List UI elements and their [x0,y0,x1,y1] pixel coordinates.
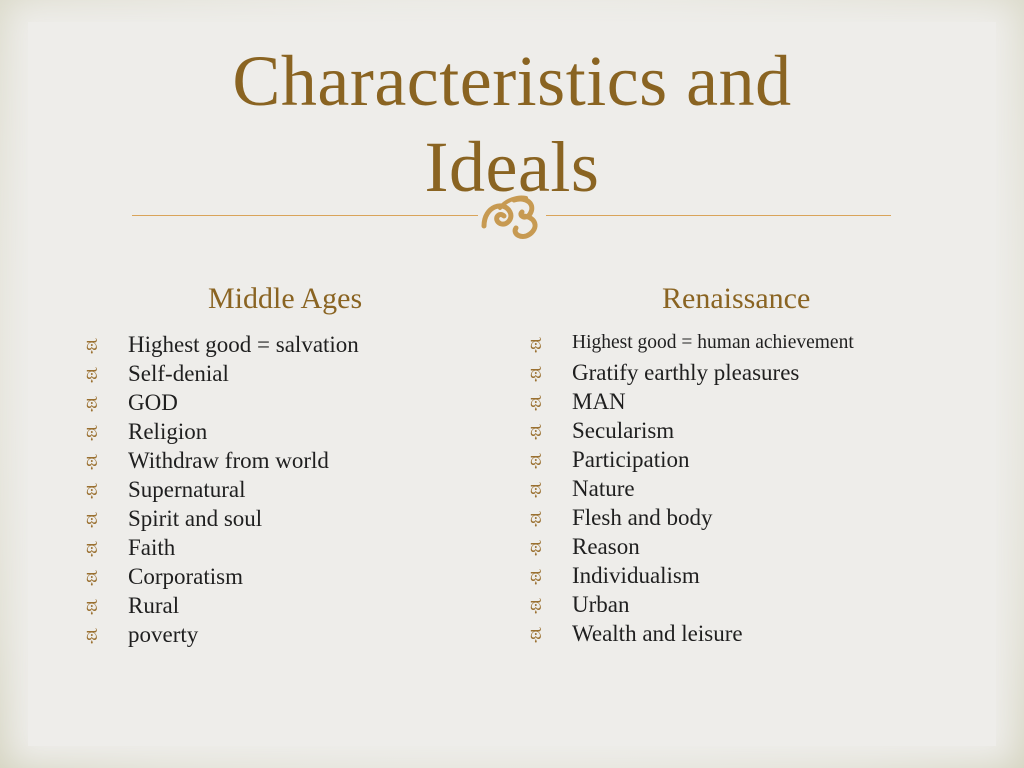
list-item: ಥ Nature [530,476,635,501]
scroll-bullet-icon: ಥ [530,623,542,643]
title-divider-left [132,215,478,216]
list-item: ಥ Withdraw from world [86,448,329,473]
list-item: ಥ Urban [530,592,630,617]
scroll-bullet-icon: ಥ [530,420,542,440]
list-item: ಥ Faith [86,535,176,560]
scroll-bullet-icon: ಥ [86,508,98,528]
middle-ages-heading: Middle Ages [208,282,363,315]
list-item: ಥ Individualism [530,563,700,588]
scroll-bullet-icon: ಥ [86,392,98,412]
list-item: ಥ Religion [86,419,208,444]
renaissance-list [530,328,854,648]
title-line-1: Characteristics and [232,41,792,121]
list-item: ಥ Corporatism [86,564,243,589]
list-item: ಥ Rural [86,593,180,618]
scroll-bullet-icon: ಥ [530,478,542,498]
list-item: ಥ Self-denial [86,361,229,386]
list-item: ಥ Highest good = salvation [86,332,359,357]
scroll-ornament-icon [474,186,550,242]
middle-ages-list [86,330,359,649]
list-item: ಥ Reason [530,534,640,559]
scroll-bullet-icon: ಥ [86,566,98,586]
list-item: ಥ poverty [86,622,199,647]
list-item: ಥ Highest good = human achievement [530,328,854,358]
scroll-bullet-icon: ಥ [86,450,98,470]
renaissance-heading: Renaissance [662,282,811,315]
scroll-bullet-icon: ಥ [530,391,542,411]
scroll-bullet-icon: ಥ [530,536,542,556]
list-item: ಥ Secularism [530,418,675,443]
title-line-2: Ideals [424,127,600,207]
scroll-bullet-icon: ಥ [530,565,542,585]
scroll-bullet-icon: ಥ [530,362,542,382]
list-item: ಥ Gratify earthly pleasures [530,360,800,385]
list-item: ಥ Flesh and body [530,505,713,530]
scroll-bullet-icon: ಥ [86,334,98,354]
scroll-bullet-icon: ಥ [530,449,542,469]
scroll-ornament-svg [474,186,550,242]
list-item: ಥ Participation [530,447,690,472]
list-item: ಥ Spirit and soul [86,506,263,531]
scroll-bullet-icon: ಥ [530,594,542,614]
list-item: ಥ GOD [86,390,178,415]
scroll-bullet-icon: ಥ [86,537,98,557]
scroll-bullet-icon: ಥ [86,421,98,441]
list-item: ಥ MAN [530,389,626,414]
slide-title [0,38,1024,210]
scroll-bullet-icon: ಥ [86,363,98,383]
title-divider-right [546,215,891,216]
list-item: ಥ Supernatural [86,477,246,502]
scroll-bullet-icon: ಥ [86,479,98,499]
scroll-bullet-icon: ಥ [86,595,98,615]
scroll-bullet-icon: ಥ [86,624,98,644]
scroll-bullet-icon: ಥ [530,333,542,353]
list-item: ಥ Wealth and leisure [530,621,743,646]
scroll-bullet-icon: ಥ [530,507,542,527]
